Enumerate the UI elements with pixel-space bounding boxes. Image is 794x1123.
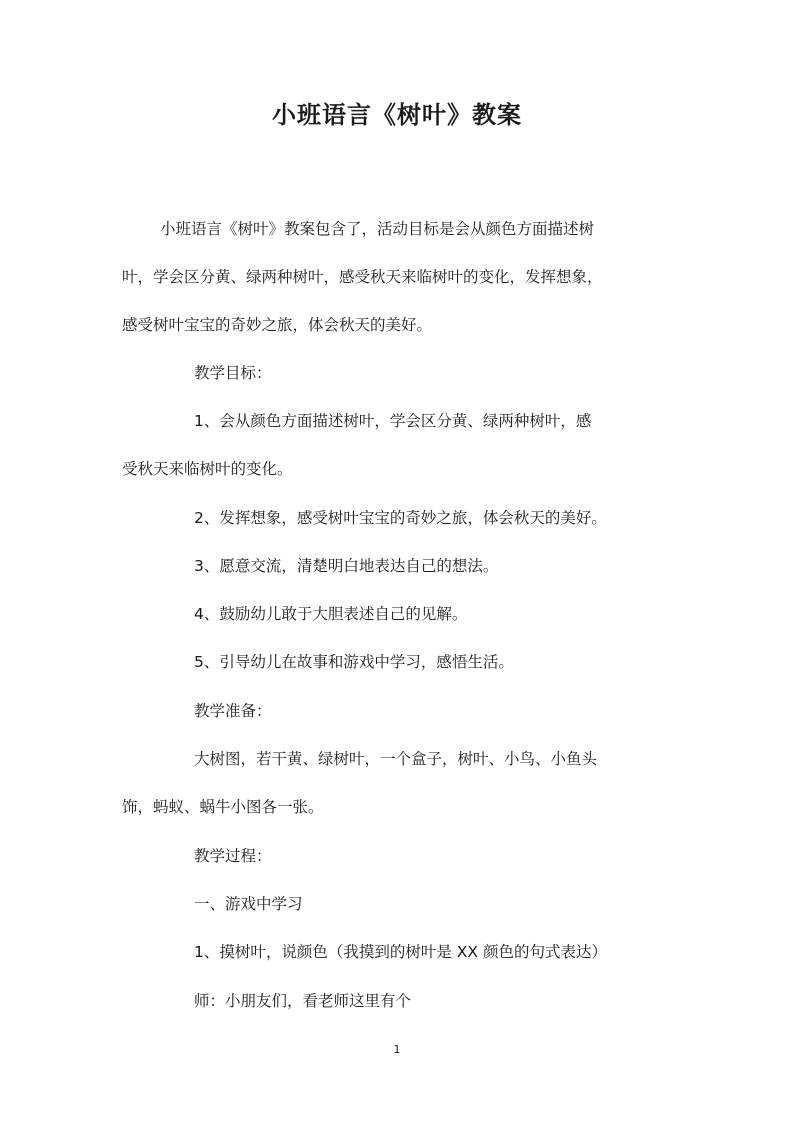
goal-4: 4、鼓励幼儿敢于大胆表述自己的见解。 <box>194 605 468 623</box>
teacher-line: 师：小朋友们，看老师这里有个 <box>194 992 412 1010</box>
process-heading: 教学过程： <box>194 847 272 865</box>
goal-1-line-1: 1、会从颜色方面描述树叶，学会区分黄、绿两种树叶，感 <box>194 412 592 430</box>
page-number: 1 <box>393 1043 401 1056</box>
prep-line-2: 饰，蚂蚁、蜗牛小图各一张。 <box>122 798 324 816</box>
section-1-heading: 一、游戏中学习 <box>194 895 303 913</box>
step-1: 1、摸树叶，说颜色（我摸到的树叶是 XX 颜色的句式表达） <box>194 943 607 961</box>
goal-5: 5、引导幼儿在故事和游戏中学习，感悟生活。 <box>194 653 514 671</box>
intro-line-1: 小班语言《树叶》教案包含了，活动目标是会从颜色方面描述树 <box>160 220 595 238</box>
intro-line-3: 感受树叶宝宝的奇妙之旅，体会秋天的美好。 <box>122 316 433 334</box>
goal-1-line-2: 受秋天来临树叶的变化。 <box>122 460 293 478</box>
goal-3: 3、愿意交流，清楚明白地表达自己的想法。 <box>194 557 499 575</box>
document-title: 小班语言《树叶》教案 <box>272 100 522 129</box>
goal-2: 2、发挥想象，感受树叶宝宝的奇妙之旅，体会秋天的美好。 <box>194 509 607 527</box>
intro-line-2: 叶，学会区分黄、绿两种树叶，感受秋天来临树叶的变化，发挥想象， <box>122 268 603 286</box>
prep-heading: 教学准备： <box>194 702 272 720</box>
goals-heading: 教学目标： <box>194 364 272 382</box>
prep-line-1: 大树图，若干黄、绿树叶，一个盒子，树叶、小鸟、小鱼头 <box>194 750 598 768</box>
